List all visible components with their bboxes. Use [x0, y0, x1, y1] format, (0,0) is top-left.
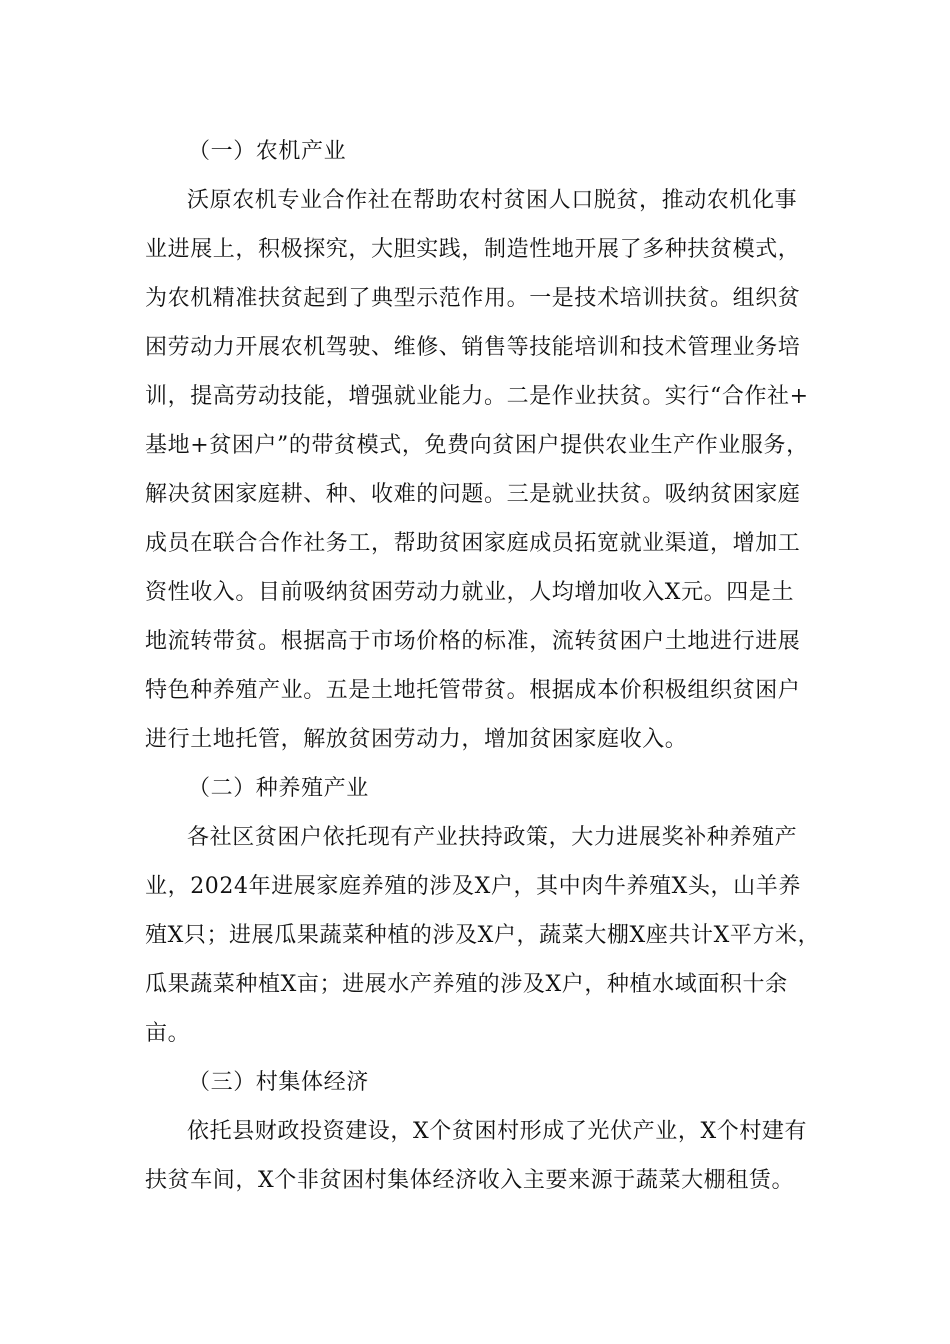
paragraph-line: 困劳动力开展农机驾驶、维修、销售等技能培训和技术管理业务培: [145, 335, 801, 360]
paragraph-line: 业，2024年进展家庭养殖的涉及X户，其中肉牛养殖X头，山羊养: [145, 874, 801, 899]
paragraph-line: 进行土地托管，解放贫困劳动力，增加贫困家庭收入。: [145, 727, 688, 752]
paragraph-line: 扶贫车间，X个非贫困村集体经济收入主要来源于蔬菜大棚租赁。: [145, 1168, 795, 1193]
section-heading: （一）农机产业: [188, 139, 347, 164]
paragraph-line: 业进展上，积极探究，大胆实践，制造性地开展了多种扶贫模式，: [145, 237, 801, 262]
paragraph-line: 特色种养殖产业。五是土地托管带贫。根据成本价积极组织贫困户: [145, 678, 801, 703]
paragraph-line: 各社区贫困户依托现有产业扶持政策，大力进展奖补种养殖产: [187, 825, 798, 850]
paragraph-line: 瓜果蔬菜种植X亩；进展水产养殖的涉及X户，种植水域面积十余: [145, 972, 788, 997]
paragraph-line: 资性收入。目前吸纳贫困劳动力就业，人均增加收入X元。四是土: [145, 580, 795, 605]
paragraph-line: 殖X只；进展瓜果蔬菜种植的涉及X户，蔬菜大棚X座共计X平方米，: [145, 923, 821, 948]
paragraph-line: 依托县财政投资建设，X个贫困村形成了光伏产业，X个村建有: [187, 1119, 808, 1144]
paragraph-line: 亩。: [145, 1021, 191, 1046]
paragraph-line: 训，提高劳动技能，增强就业能力。二是作业扶贫。实行“合作社+: [145, 384, 809, 409]
paragraph-line: 沃原农机专业合作社在帮助农村贫困人口脱贫，推动农机化事: [187, 188, 798, 213]
section-heading: （二）种养殖产业: [188, 776, 369, 801]
paragraph-line: 基地+贫困户”的带贫模式，免费向贫困户提供农业生产作业服务，: [145, 433, 809, 458]
paragraph-line: 地流转带贫。根据高于市场价格的标准，流转贫困户土地进行进展: [145, 629, 801, 654]
paragraph-line: 为农机精准扶贫起到了典型示范作用。一是技术培训扶贫。组织贫: [145, 286, 801, 311]
paragraph-line: 解决贫困家庭耕、种、收难的问题。三是就业扶贫。吸纳贫困家庭: [145, 482, 801, 507]
section-heading: （三）村集体经济: [188, 1070, 369, 1095]
paragraph-line: 成员在联合合作社务工，帮助贫困家庭成员拓宽就业渠道，增加工: [145, 531, 801, 556]
